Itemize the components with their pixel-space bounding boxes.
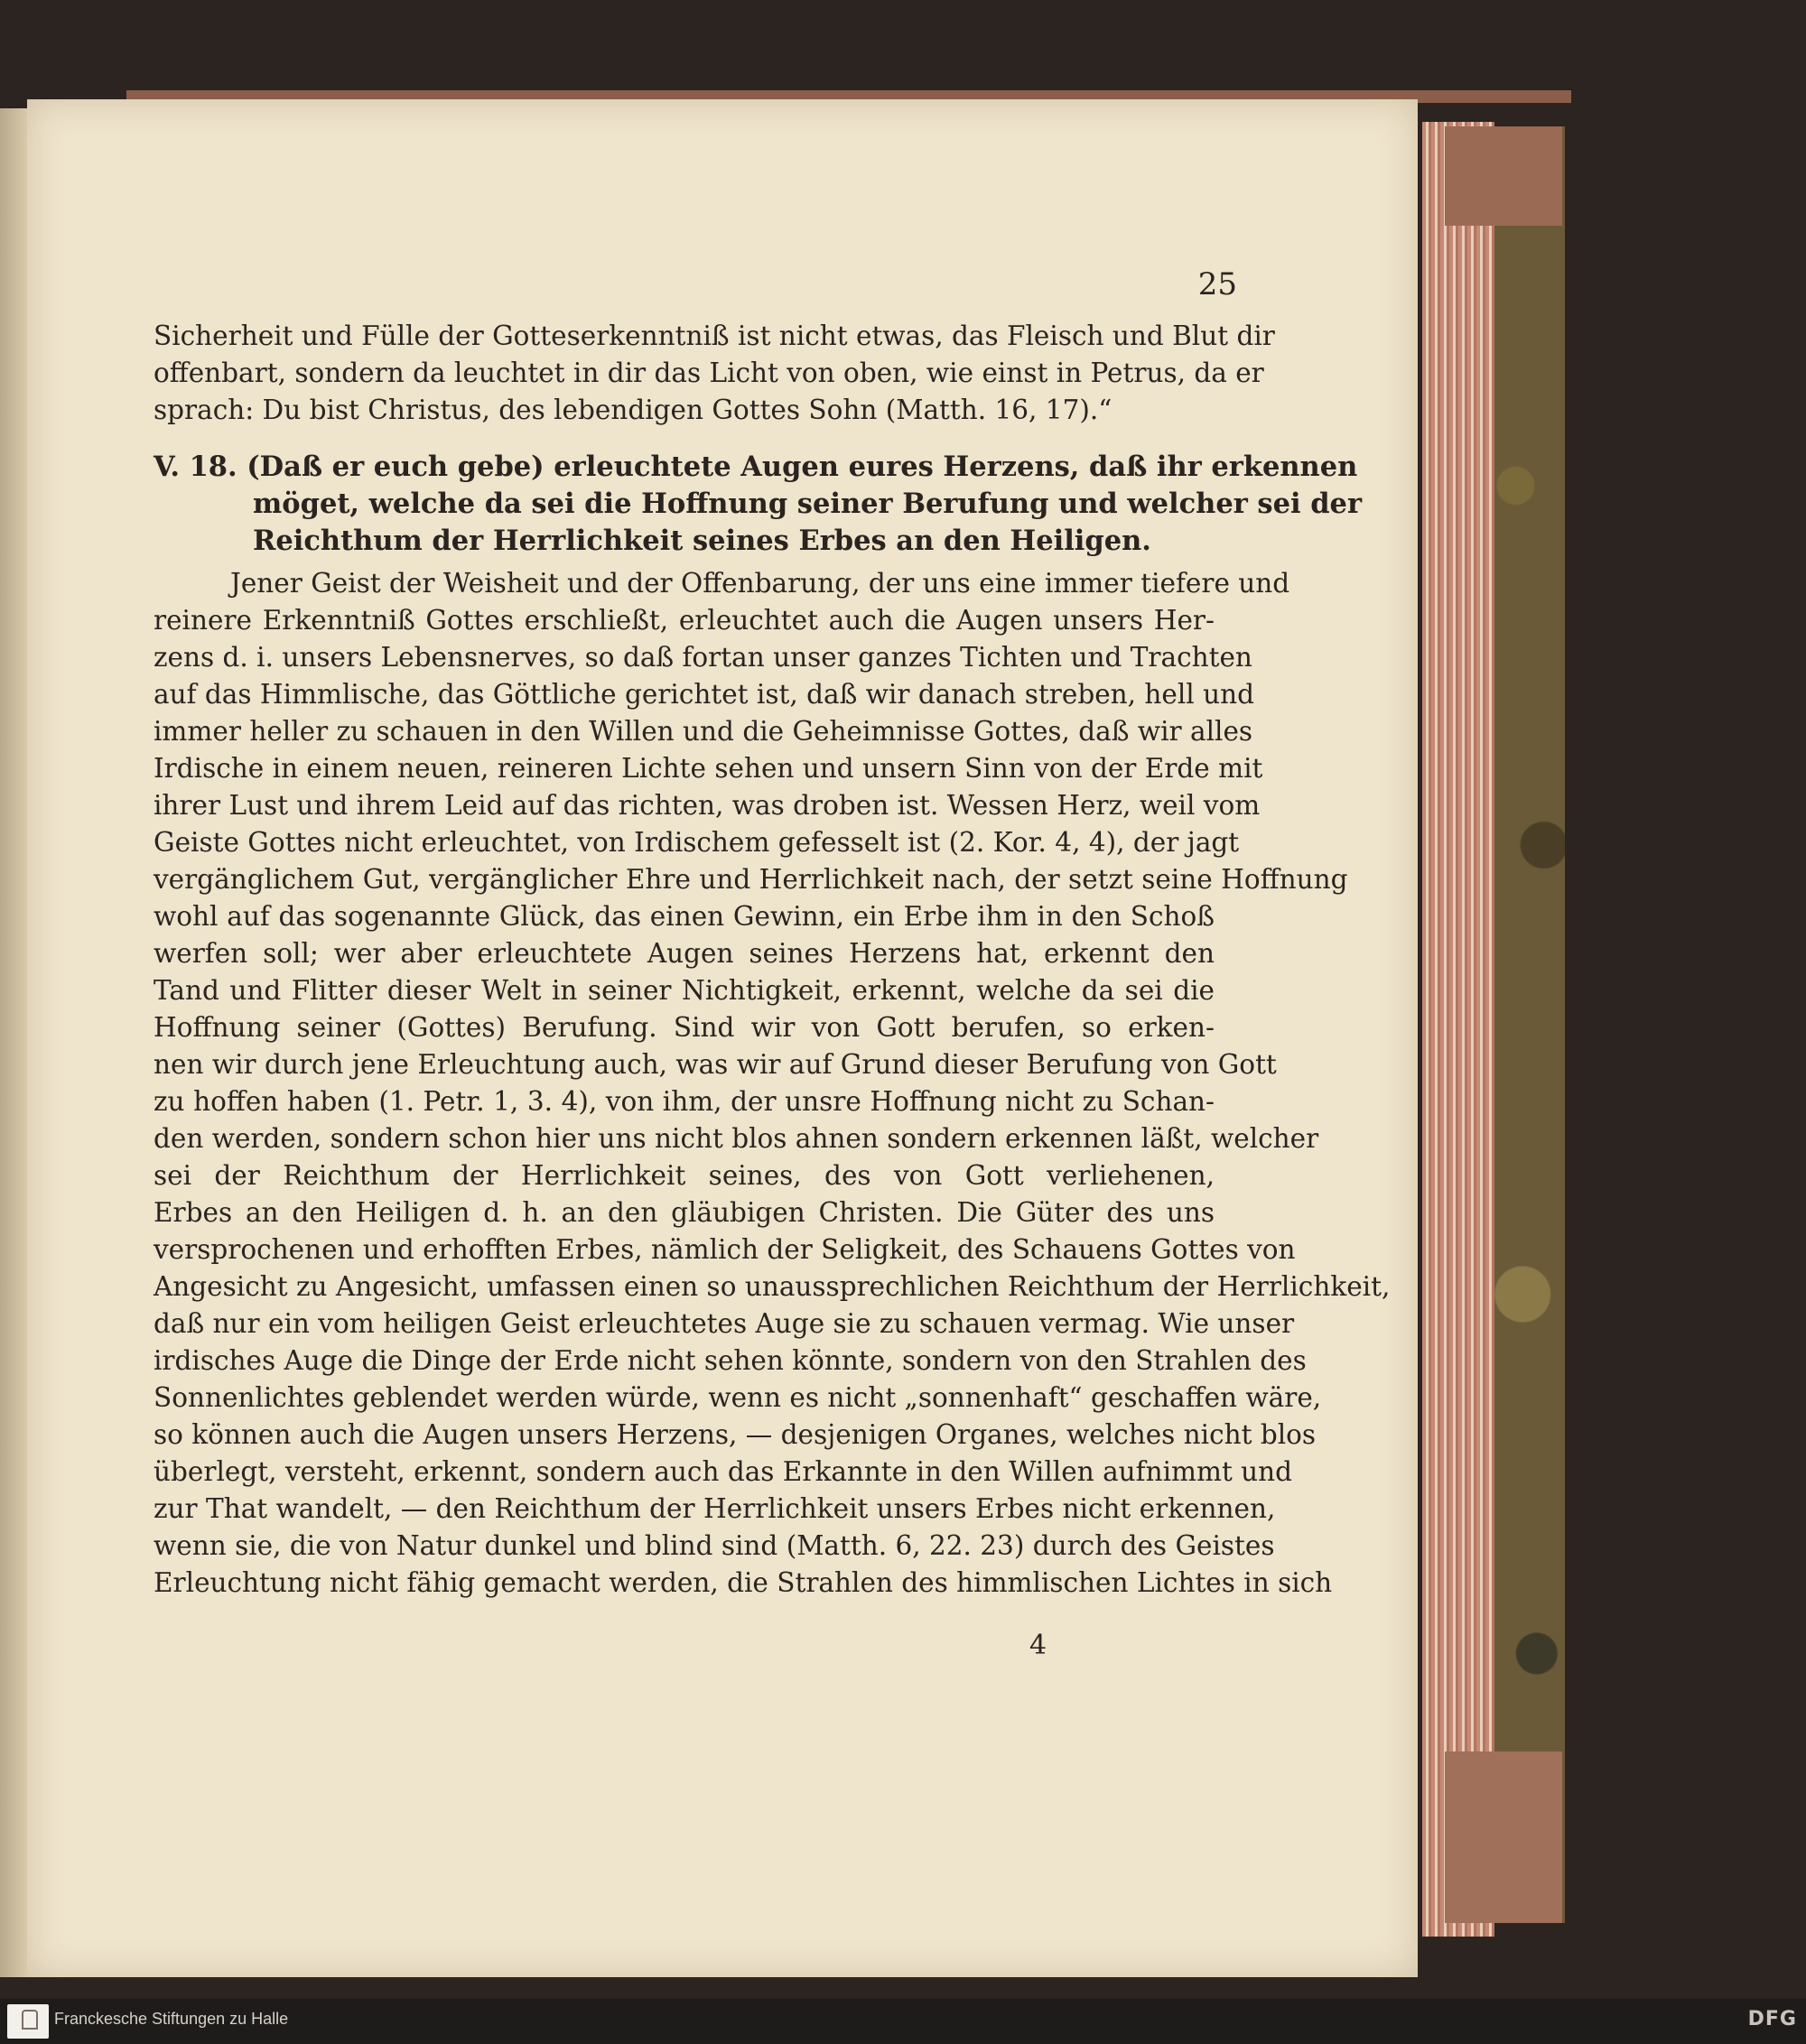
verse-heading <box>154 449 1363 560</box>
heading-line: Reichthum der Herrlichkeit seines Erbes an den Heiligen. <box>253 525 1151 557</box>
text-line: Geiste Gottes nicht erleuchtet, von Irdischem gefesselt ist (2. Kor. 4, 4), der jagt <box>154 827 1240 858</box>
heading-line: möget, welche da sei die Hoffnung seiner Berufung und welcher sei der <box>253 488 1363 520</box>
text-line: immer heller zu schauen in den Willen und die Geheimnisse Gottes, daß wir alles <box>154 716 1253 747</box>
paragraph-2 <box>154 565 1391 1602</box>
text-line: zu hoffen haben (1. Petr. 1, 3. 4), von ihm, der unsre Hoffnung nicht zu Schan- <box>154 1086 1215 1117</box>
cover-corner-bottom <box>1445 1751 1562 1923</box>
text-line: den werden, sondern schon hier uns nicht blos ahnen sondern erkennen läßt, welcher <box>154 1123 1319 1154</box>
text-line: sei der Reichthum der Herrlichkeit seines, des von Gott verliehenen, <box>154 1160 1215 1191</box>
signature-mark: 4 <box>1029 1630 1047 1661</box>
dfg-logo[interactable]: DFG <box>1747 2008 1797 2030</box>
text-line: Sicherheit und Fülle der Gotteserkenntniß ist nicht etwas, das Fleisch und Blut dir <box>154 321 1275 351</box>
paragraph-1 <box>154 318 1275 429</box>
cover-corner-top <box>1445 126 1562 226</box>
text-line: wohl auf das sogenannte Glück, das einen Gewinn, ein Erbe ihm in den Schoß <box>154 901 1215 932</box>
text-line: daß nur ein vom heiligen Geist erleuchtetes Auge sie zu schauen vermag. Wie unser <box>154 1308 1295 1339</box>
viewer-footer <box>0 1999 1806 2044</box>
text-line: ihrer Lust und ihrem Leid auf das richten, was droben ist. Wessen Herz, weil vom <box>154 790 1261 821</box>
text-line: nen wir durch jene Erleuchtung auch, was wir auf Grund dieser Berufung von Gott <box>154 1049 1277 1080</box>
text-line: werfen soll; wer aber erleuchtete Augen seines Herzens hat, erkennt den <box>154 938 1215 969</box>
text-line: versprochenen und erhofften Erbes, nämlich der Seligkeit, des Schauens Gottes von <box>154 1234 1296 1265</box>
text-line: reinere Erkenntniß Gottes erschließt, erleuchtet auch die Augen unsers Her- <box>154 605 1215 636</box>
text-line: auf das Himmlische, das Göttliche gerichtet ist, daß wir danach streben, hell und <box>154 679 1255 710</box>
institution-logo-icon[interactable] <box>7 2004 49 2039</box>
page-number: 25 <box>1197 266 1237 302</box>
text-line: Irdische in einem neuen, reineren Lichte sehen und unsern Sinn von der Erde mit <box>154 753 1263 784</box>
text-line: Tand und Flitter dieser Welt in seiner Nichtigkeit, erkennt, welche da sei die <box>154 975 1215 1006</box>
page-text <box>154 318 1391 1602</box>
text-line: Hoffnung seiner (Gottes) Berufung. Sind wir von Gott berufen, so erken- <box>154 1012 1215 1043</box>
text-line: zens d. i. unsers Lebensnerves, so daß fortan unser ganzes Tichten und Trachten <box>154 642 1252 673</box>
text-line: Erleuchtung nicht fähig gemacht werden, die Strahlen des himmlischen Lichtes in sich <box>154 1567 1333 1598</box>
text-line: Jener Geist der Weisheit und der Offenbarung, der uns eine immer tiefere und <box>230 568 1290 599</box>
text-line: überlegt, versteht, erkennt, sondern auch das Erkannte in den Willen aufnimmt und <box>154 1456 1293 1487</box>
text-line: sprach: Du bist Christus, des lebendigen Gottes Sohn (Matth. 16, 17).“ <box>154 395 1112 425</box>
left-page-edge <box>0 108 27 1977</box>
text-line: wenn sie, die von Natur dunkel und blind sind (Matth. 6, 22. 23) durch des Geistes <box>154 1530 1275 1561</box>
text-line: irdisches Auge die Dinge der Erde nicht sehen könnte, sondern von den Strahlen des <box>154 1345 1307 1376</box>
heading-line: V. 18. (Daß er euch gebe) erleuchtete Augen eures Herzens, daß ihr erkennen <box>154 451 1358 483</box>
text-line: so können auch die Augen unsers Herzens, — desjenigen Organes, welches nicht blos <box>154 1419 1317 1450</box>
text-line: Sonnenlichtes geblendet werden würde, wenn es nicht „sonnenhaft“ geschaffen wäre, <box>154 1382 1322 1413</box>
text-line: vergänglichem Gut, vergänglicher Ehre und Herrlichkeit nach, der setzt seine Hoffnung <box>154 864 1348 895</box>
text-line: offenbart, sondern da leuchtet in dir das Licht von oben, wie einst in Petrus, da er <box>154 358 1264 388</box>
marbled-cover <box>1494 126 1565 1923</box>
page-stack-edges <box>1422 122 1494 1937</box>
text-line: Angesicht zu Angesicht, umfassen einen so unaussprechlichen Reichthum der Herrlichkeit, <box>154 1271 1391 1302</box>
institution-name[interactable]: Franckesche Stiftungen zu Halle <box>54 2010 289 2028</box>
text-line: zur That wandelt, — den Reichthum der Herrlichkeit unsers Erbes nicht erkennen, <box>154 1493 1276 1524</box>
text-line: Erbes an den Heiligen d. h. an den gläubigen Christen. Die Güter des uns <box>154 1197 1215 1228</box>
